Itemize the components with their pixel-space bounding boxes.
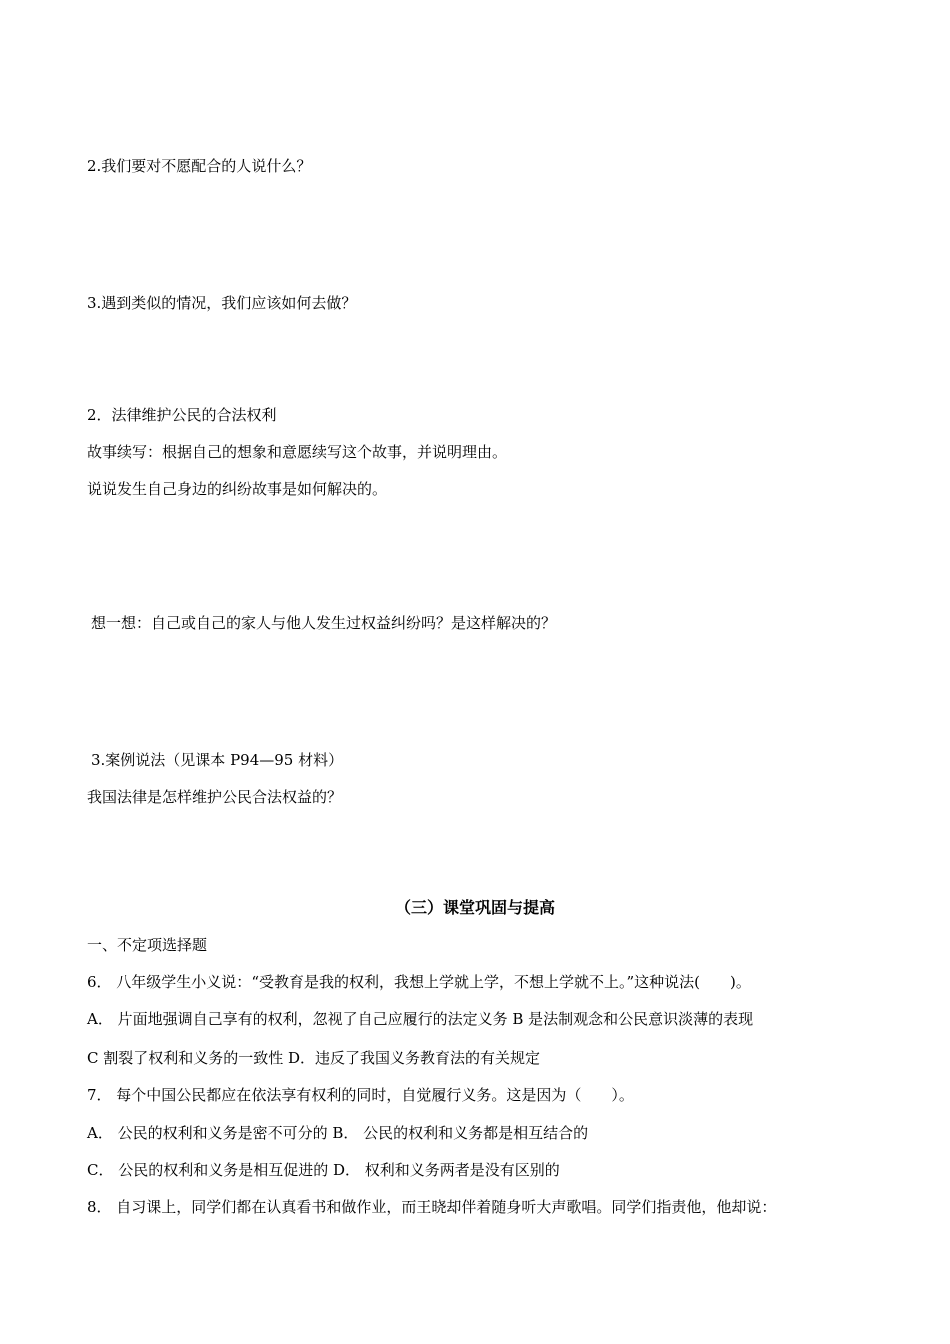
question-7-options-ab: A． 公民的权利和义务是密不可分的 B． 公民的权利和义务都是相互结合的 bbox=[87, 1124, 589, 1142]
story-continue-instruction: 故事续写：根据自己的想象和意愿续写这个故事，并说明理由。 bbox=[87, 443, 508, 461]
question-2: 2.我们要对不愿配合的人说什么？ bbox=[87, 157, 312, 175]
exercise-type: 一、不定项选择题 bbox=[87, 936, 208, 954]
question-6-options-cd: C 割裂了权利和义务的一致性 D．违反了我国义务教育法的有关规定 bbox=[87, 1049, 541, 1067]
case-question: 我国法律是怎样维护公民合法权益的？ bbox=[87, 788, 343, 806]
question-7: 7． 每个中国公民都应在依法享有权利的同时，自觉履行义务。这是因为（ ）。 bbox=[87, 1086, 634, 1104]
case-title: 3.案例说法（见课本 P94—95 材料） bbox=[91, 751, 344, 769]
consolidation-heading: （三）课堂巩固与提高 bbox=[394, 898, 555, 917]
section-2-title: 2．法律维护公民的合法权利 bbox=[87, 406, 277, 424]
question-6: 6． 八年级学生小义说：“受教育是我的权利，我想上学就上学，不想上学就不上。”这种说法( )。 bbox=[87, 973, 751, 991]
question-7-options-cd: C． 公民的权利和义务是相互促进的 D． 权利和义务两者是没有区别的 bbox=[87, 1161, 560, 1179]
question-8: 8． 自习课上，同学们都在认真看书和做作业，而王晓却伴着随身听大声歌唱。同学们指责他，他却说： bbox=[87, 1198, 777, 1216]
think-prompt: 想一想：自己或自己的家人与他人发生过权益纠纷吗？是这样解决的？ bbox=[91, 614, 557, 632]
question-3: 3.遇到类似的情况，我们应该如何去做？ bbox=[87, 294, 357, 312]
story-tell-instruction: 说说发生自己身边的纠纷故事是如何解决的。 bbox=[87, 480, 388, 498]
question-6-options-ab: A． 片面地强调自己享有的权利，忽视了自己应履行的法定义务 B 是法制观念和公民意识淡薄的表现 bbox=[87, 1010, 754, 1028]
